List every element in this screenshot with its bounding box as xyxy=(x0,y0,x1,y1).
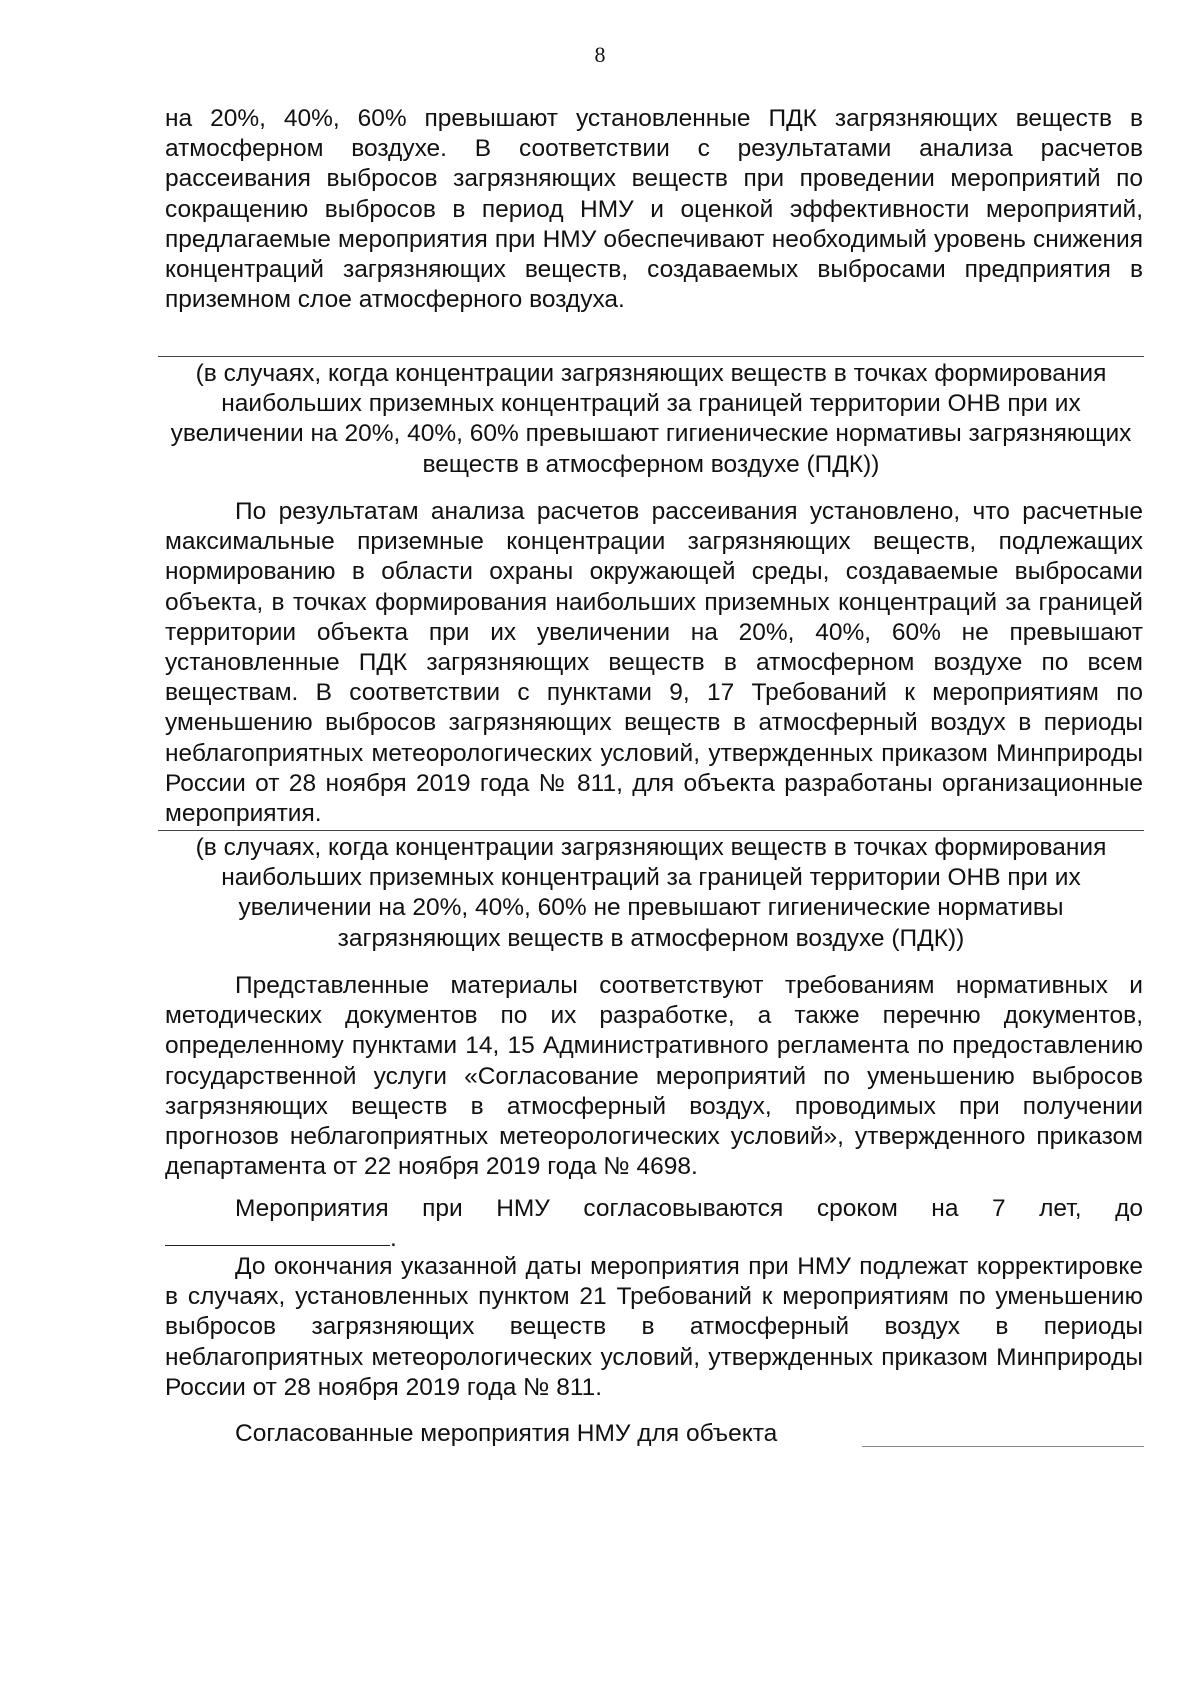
date-blank xyxy=(165,1244,390,1246)
note-divider-2 xyxy=(158,830,1144,831)
validity-line: Мероприятия при НМУ согласовываются сроком на 7 лет, до xyxy=(235,1195,1143,1222)
paragraph-validity-term xyxy=(165,1194,1143,1254)
validity-period: . xyxy=(390,1225,397,1253)
paragraph-no-exceedance: По результатам анализа расчетов рассеивания установлено, что расчетные максимальные приземные концентрации загрязняющих веществ, подлежащих нормированию в области охраны окружающей среды, создаваемые выбросами объекта, в точках формирования наибольших приземных концентраций за границей территории объекта при их увеличении на 20%, 40%, 60% не превышают установленные ПДК загрязняющих веществ в атмосферном воздухе по всем веществам. В соответствии с пунктами 9, 17 Требований к мероприятиям по уменьшению выбросов загрязняющих веществ в атмосферный воздух в периоды неблагоприятных метеорологических условий, утвержденных приказом Минприроды России от 28 ноября 2019 года № 811, для объекта разработаны организационные мероприятия. xyxy=(165,498,1143,828)
paragraph-pdk-exceedance: на 20%, 40%, 60% превышают установленные ПДК загрязняющих веществ в атмосферном воздухе. В соответствии с результатами анализа расчетов рассеивания выбросов загрязняющих веществ при проведении мероприятий по сокращению выбросов в период НМУ и оценкой эффективности мероприятий, предлагаемые мероприятия при НМУ обеспечивают необходимый уровень снижения концентраций загрязняющих веществ, создаваемых выбросами предприятия в приземном слое атмосферного воздуха. xyxy=(165,105,1143,314)
note-no-exceedance-case: (в случаях, когда концентрации загрязняющих веществ в точках формирования наибольших приземных концентраций за границей территории ОНВ при их увеличении на 20%, 40%, 60% не превышают гигиенические нормативы загрязняющих веществ в атмосферном воздухе (ПДК)) xyxy=(195,834,1107,952)
paragraph-approved-measures xyxy=(165,1419,1143,1449)
paragraph-correction: До окончания указанной даты мероприятия при НМУ подлежат корректировке в случаях, установленных пунктом 21 Требований к мероприятиям по уменьшению выбросов загрязняющих веществ в атмосферный воздух в периоды неблагоприятных метеорологических условий, утвержденных приказом Минприроды России от 28 ноября 2019 года № 811. xyxy=(165,1253,1143,1401)
page-number: 8 xyxy=(594,42,606,67)
paragraph-compliance: Представленные материалы соответствуют требованиям нормативных и методических документов по их разработке, а также перечню документов, определенному пунктами 14, 15 Административного регламента по предоставлению государственной услуги «Согласование мероприятий по уменьшению выбросов загрязняющих веществ в атмосферный воздух, проводимых при получении прогнозов неблагоприятных метеорологических условий», утвержденного приказом департамента от 22 ноября 2019 года № 4698. xyxy=(165,972,1143,1181)
note-exceedance-case: (в случаях, когда концентрации загрязняющих веществ в точках формирования наибольших приземных концентраций за границей территории ОНВ при их увеличении на 20%, 40%, 60% превышают гигиенические нормативы загрязняющих веществ в атмосферном воздухе (ПДК)) xyxy=(170,360,1132,478)
note-divider-1 xyxy=(158,356,1144,357)
approved-measures-label: Согласованные мероприятия НМУ для объекта xyxy=(235,1420,778,1447)
validity-date-line xyxy=(165,1224,1143,1254)
object-name-blank xyxy=(862,1446,1144,1447)
